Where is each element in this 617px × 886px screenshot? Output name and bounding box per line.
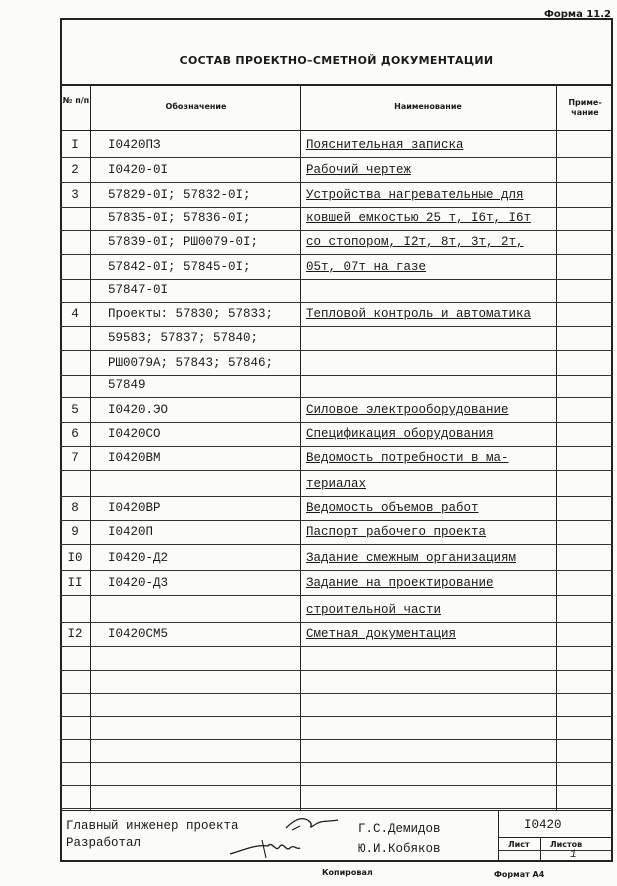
row-divider: [60, 254, 613, 255]
copied-label: Копировал: [322, 868, 373, 877]
row-designation: I0420СО: [108, 427, 161, 441]
row-number: 2: [71, 163, 79, 177]
chief-signature: [282, 812, 342, 834]
developer-label: Разработал: [66, 836, 142, 850]
title-block-divider: [498, 837, 613, 838]
row-name: териалах: [306, 477, 367, 491]
row-name: со стопором, I2т, 8т, 3т, 2т,: [306, 235, 524, 249]
row-designation: I0420-Д2: [108, 551, 169, 565]
row-number: II: [67, 576, 83, 590]
doc-code: I0420: [524, 818, 562, 832]
row-divider: [60, 182, 613, 183]
row-designation: 57835-0I; 57836-0I;: [108, 211, 251, 225]
header-divider: [60, 130, 613, 131]
col-header-designation-label: Обозначение: [165, 102, 227, 111]
format-label: Формат А4: [494, 870, 545, 879]
row-divider: [60, 470, 613, 471]
row-number: I0: [67, 551, 83, 565]
form-label: Форма 11.2: [543, 9, 611, 20]
title-block-subdivider: [498, 850, 613, 851]
row-number: I: [71, 138, 79, 152]
column-divider: [90, 86, 91, 810]
row-number: 7: [71, 451, 79, 465]
row-divider: [60, 808, 613, 809]
row-divider: [60, 326, 613, 327]
row-name: Ведомость потребности в ма-: [306, 451, 509, 465]
title-divider: [60, 84, 613, 86]
row-divider: [60, 716, 613, 717]
row-divider: [60, 302, 613, 303]
row-divider: [60, 157, 613, 158]
row-name: Рабочий чертеж: [306, 163, 412, 177]
row-designation: 57842-0I; 57845-0I;: [108, 260, 251, 274]
row-divider: [60, 520, 613, 521]
developer-name: Ю.И.Кобяков: [358, 842, 441, 856]
row-designation: 57829-0I; 57832-0I;: [108, 188, 251, 202]
row-number: 3: [71, 188, 79, 202]
sheets-value: 1: [570, 849, 577, 861]
row-designation: 59583; 57837; 57840;: [108, 331, 259, 345]
row-divider: [60, 693, 613, 694]
row-name: строительной части: [306, 603, 442, 617]
row-designation: Проекты: 57830; 57833;: [108, 307, 274, 321]
row-number: 9: [71, 525, 79, 539]
row-designation: 57847-0I: [108, 283, 169, 297]
column-divider: [300, 86, 301, 810]
row-designation: I0420СМ5: [108, 627, 169, 641]
row-name: Тепловой контроль и автоматика: [306, 307, 532, 321]
row-divider: [60, 646, 613, 647]
col-header-note-label: Приме- чание: [568, 98, 602, 117]
column-divider: [556, 86, 557, 810]
developer-signature: [228, 836, 304, 862]
page-title: СОСТАВ ПРОЕКТНО–СМЕТНОЙ ДОКУМЕНТАЦИИ: [179, 54, 494, 67]
row-name: Силовое электрооборудование: [306, 403, 509, 417]
col-header-name-label: Наименование: [394, 102, 462, 111]
row-designation: I0420-Д3: [108, 576, 169, 590]
row-number: 5: [71, 403, 79, 417]
row-divider: [60, 762, 613, 763]
sheets-label: Листов: [550, 840, 583, 849]
row-divider: [60, 544, 613, 545]
col-header-num: [62, 96, 90, 106]
row-designation: I0420ПЗ: [108, 138, 161, 152]
col-header-name: [300, 102, 556, 112]
row-divider: [60, 279, 613, 280]
row-divider: [60, 446, 613, 447]
row-divider: [60, 496, 613, 497]
row-name: Ведомость объемов работ: [306, 501, 479, 515]
row-number: 4: [71, 307, 79, 321]
row-designation: РШ0079А; 57843; 57846;: [108, 356, 274, 370]
row-divider: [60, 422, 613, 423]
row-divider: [60, 595, 613, 596]
row-divider: [60, 230, 613, 231]
sheet-label: Лист: [508, 840, 530, 849]
row-divider: [60, 622, 613, 623]
col-header-num-label: № п/п: [62, 96, 90, 105]
col-header-designation: [92, 102, 300, 112]
row-divider: [60, 207, 613, 208]
row-name: 05т, 07т на газе: [306, 260, 427, 274]
row-designation: I0420ВР: [108, 501, 161, 515]
row-designation: 57849: [108, 378, 146, 392]
row-designation: I0420.ЭО: [108, 403, 169, 417]
row-name: Задание смежным организациям: [306, 551, 517, 565]
row-number: 8: [71, 501, 79, 515]
row-number: 6: [71, 427, 79, 441]
row-name: Сметная документация: [306, 627, 457, 641]
row-divider: [60, 739, 613, 740]
row-divider: [60, 397, 613, 398]
row-number: I2: [67, 627, 83, 641]
row-designation: I0420-0I: [108, 163, 169, 177]
row-divider: [60, 570, 613, 571]
row-name: ковшей емкостью 25 т, I6т, I6т: [306, 211, 532, 225]
row-designation: I0420П: [108, 525, 154, 539]
chief-engineer-label: Главный инженер проекта: [66, 819, 239, 833]
chief-engineer-name: Г.С.Демидов: [358, 822, 441, 836]
row-name: Устройства нагревательные для: [306, 188, 524, 202]
row-divider: [60, 375, 613, 376]
row-designation: I0420ВМ: [108, 451, 161, 465]
row-name: Паспорт рабочего проекта: [306, 525, 487, 539]
row-name: Пояснительная записка: [306, 138, 464, 152]
row-divider: [60, 670, 613, 671]
row-name: Задание на проектирование: [306, 576, 494, 590]
col-header-note: [558, 98, 612, 118]
row-divider: [60, 785, 613, 786]
row-divider: [60, 350, 613, 351]
row-name: Спецификация оборудования: [306, 427, 494, 441]
row-designation: 57839-0I; РШ0079-0I;: [108, 235, 259, 249]
